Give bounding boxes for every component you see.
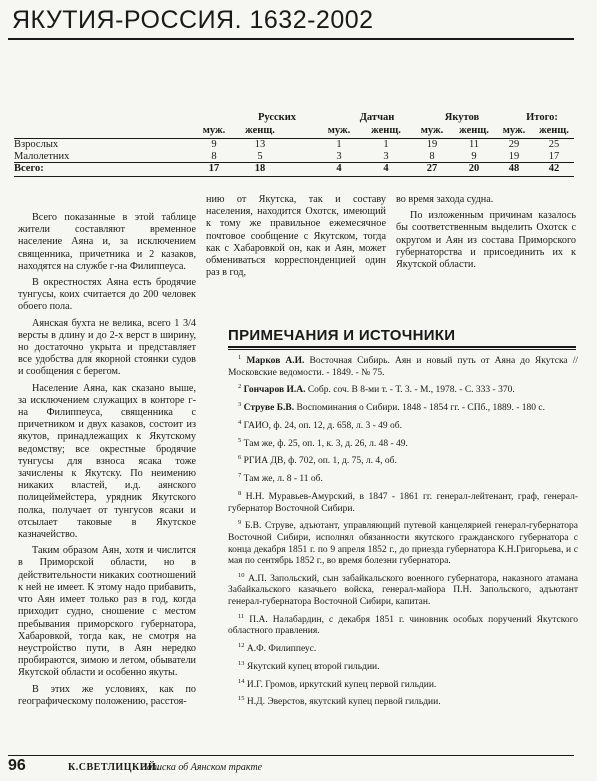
table-cell: 4 bbox=[383, 163, 389, 174]
note-number: 12 bbox=[238, 642, 245, 649]
paragraph: В окрестностях Аяна есть бродячие тунгусы, коих считается до 200 человек обоего пола. bbox=[18, 277, 196, 313]
notes-heading: ПРИМЕЧАНИЯ И ИСТОЧНИКИ bbox=[228, 327, 456, 344]
note-number: 8 bbox=[238, 489, 242, 497]
note-item bbox=[228, 570, 578, 609]
subheader-cell: женщ. bbox=[371, 125, 401, 136]
header-title: ЯКУТИЯ-РОССИЯ. 1632-2002 bbox=[12, 6, 374, 34]
table-cell: 17 bbox=[548, 151, 560, 162]
footer-rule bbox=[8, 755, 574, 756]
note-text: А.Ф. Филиппеус. bbox=[246, 644, 317, 655]
subheader-cell: муж. bbox=[327, 125, 351, 136]
note-text: Н.Д. Эверстов, якутский купец первой гильдии. bbox=[246, 697, 441, 708]
note-text: Воспоминания о Сибири. 1848 - 1854 гг. - СПб., 1889. - 180 с. bbox=[294, 403, 546, 414]
note-item bbox=[228, 611, 578, 638]
table-cell: 13 bbox=[254, 139, 266, 150]
note-number: 6 bbox=[238, 454, 242, 462]
note-item bbox=[228, 517, 578, 568]
note-item bbox=[228, 352, 578, 379]
note-text: РГИА ДВ, ф. 702, оп. 1, д. 75, л. 4, об. bbox=[243, 456, 397, 467]
page-number: 96 bbox=[8, 757, 26, 774]
running-header bbox=[8, 4, 574, 40]
note-item bbox=[228, 488, 578, 515]
row-label: Малолетних bbox=[14, 151, 70, 162]
note-item bbox=[228, 470, 578, 486]
text-column-3 bbox=[396, 194, 576, 275]
group-yakuts: Якутов bbox=[444, 112, 480, 123]
note-item bbox=[228, 658, 578, 674]
note-number: 5 bbox=[238, 436, 242, 444]
paragraph: В этих же условиях, как по географическому положению, расстоя- bbox=[18, 683, 196, 707]
notes-rule bbox=[228, 346, 576, 348]
notes-list bbox=[228, 352, 578, 711]
note-number: 3 bbox=[238, 401, 242, 409]
note-text: П.А. Налабардин, с декабря 1851 г. чиновник особых поручений Якутского областного правления. bbox=[228, 614, 578, 637]
table-cell: 20 bbox=[468, 163, 480, 174]
note-item bbox=[228, 693, 578, 709]
table-cell: 9 bbox=[471, 151, 477, 162]
table-row-total bbox=[14, 163, 574, 175]
table-cell: 17 bbox=[208, 163, 220, 174]
table-cell: 1 bbox=[336, 139, 342, 150]
note-number: 2 bbox=[238, 383, 242, 391]
group-danes: Датчан bbox=[359, 112, 395, 123]
table-rule-total bbox=[14, 162, 574, 163]
subheader-cell: женщ. bbox=[459, 125, 489, 136]
table-cell: 9 bbox=[211, 139, 217, 150]
table-rule-bottom bbox=[14, 176, 574, 177]
note-author: Струве Б.В. bbox=[243, 403, 295, 414]
note-text: Собр. соч. В 8-ми т. - Т. 3. - М., 1978. - С. 333 - 370. bbox=[305, 385, 515, 396]
table-cell: 19 bbox=[508, 151, 520, 162]
table-cell: 18 bbox=[254, 163, 266, 174]
note-number: 7 bbox=[238, 472, 242, 480]
table-cell: 8 bbox=[429, 151, 435, 162]
note-number: 4 bbox=[238, 418, 242, 426]
table-cell: 42 bbox=[548, 163, 560, 174]
subheader-cell: муж. bbox=[502, 125, 526, 136]
table-cell: 3 bbox=[383, 151, 389, 162]
table-cell: 1 bbox=[383, 139, 389, 150]
note-author: Гончаров И.А. bbox=[243, 385, 306, 396]
note-item bbox=[228, 381, 578, 397]
group-total: Итого: bbox=[526, 112, 558, 123]
paragraph: По изложенным причинам казалось бы соответственным выделить Охотск с округом и Аян из состава Приморского губернаторства и присоединить их к Якутской области. bbox=[396, 210, 576, 271]
footer-author: К.СВЕТЛИЦКИЙ. bbox=[68, 762, 160, 773]
table-cell: 5 bbox=[257, 151, 263, 162]
note-item bbox=[228, 640, 578, 656]
table-cell: 29 bbox=[508, 139, 520, 150]
subheader-cell: женщ. bbox=[245, 125, 275, 136]
paragraph: Аянская бухта не велика, всего 1 3/4 версты в длину и до 2-х верст в ширину, но достаточно укрыта и представляет все удобства для якорной стоянки судов и сообщения с берегом. bbox=[18, 317, 196, 378]
table-cell: 3 bbox=[336, 151, 342, 162]
table-row bbox=[14, 139, 574, 151]
note-text: Там же, л. 8 - 11 об. bbox=[243, 474, 323, 485]
table-subheader bbox=[14, 125, 574, 137]
note-number: 1 bbox=[238, 354, 242, 361]
note-text: А.П. Запольский, сын забайкальского военного губернатора, наказного атамана Забайкальского казачьего войска, генерал-майора П.Н. Запольского, адъютант генерал-губернатора Восточной Сибири, капитан. bbox=[228, 573, 579, 608]
paragraph: Всего показанные в этой таблице жители составляют временное население Аяна и, за исключением священника, причетника и 2 казаков, находятся на службе г-на Филиппеуса. bbox=[18, 212, 196, 272]
table-cell: 4 bbox=[336, 163, 342, 174]
subheader-cell: женщ. bbox=[539, 125, 569, 136]
note-number: 10 bbox=[238, 571, 245, 579]
note-item bbox=[228, 417, 578, 433]
paragraph: во время захода судна. bbox=[396, 194, 494, 205]
note-number: 9 bbox=[238, 519, 242, 527]
subheader-cell: муж. bbox=[202, 125, 226, 136]
paragraph: нию от Якутска, так и составу населения, находится Охотск, имеющий к тому же правильное ежемесячное почтовое сообщение с Якутском, тогда как с Хабаровкой он, как и Аян, может обмениваться корреспонденцией один раз в год, bbox=[206, 194, 386, 279]
note-number: 11 bbox=[238, 612, 245, 620]
note-number: 15 bbox=[238, 695, 245, 703]
table-cell: 48 bbox=[508, 163, 520, 174]
table-group-header bbox=[14, 112, 574, 124]
note-number: 13 bbox=[238, 659, 245, 667]
note-author: Марков А.И. bbox=[246, 356, 305, 367]
note-text: Якутский купец второй гильдии. bbox=[246, 661, 380, 672]
text-column-2 bbox=[206, 194, 386, 283]
table-cell: 11 bbox=[468, 139, 480, 150]
note-number: 14 bbox=[238, 677, 245, 685]
note-item bbox=[228, 435, 578, 451]
note-item bbox=[228, 399, 578, 415]
row-label: Всего: bbox=[14, 163, 44, 174]
note-text: Там же, ф. 25, оп. 1, к. 3, д. 26, л. 48 - 49. bbox=[243, 438, 408, 449]
paragraph: Население Аяна, как сказано выше, за исключением служащих в конторе г-на Филиппеуса, священника с причетником и двух казаков, состоит из якутов, принадлежащих к Якутскому ведомству; все окрестные бродячие тунгусы для взноса ясака тоже зачислены к Якутску. По неимению никаких властей, и.д. аянского полицеймейстера, урядник Якутского полка, получает от тунгусов ясаки и отсылает таковые в Якутское казначейство. bbox=[18, 382, 196, 541]
note-item bbox=[228, 676, 578, 692]
table-cell: 19 bbox=[426, 139, 438, 150]
notes-rule bbox=[228, 349, 576, 350]
note-text: Восточная Сибирь. Аян и новый путь от Аяна до Якутска // Московские ведомости. - 1849. - № 75. bbox=[228, 356, 578, 378]
table-rule-top bbox=[14, 138, 574, 139]
paragraph: Таким образом Аян, хотя и числится в Приморской области, но в действительности никаких соотношений к ней не имеет. К этому надо прибавить, что Аян имеет только раз в год, когда приходит судно, сношение с местом пребывания приморского губернатора, Хабаровкой, тогда как, не смотря на неустройство пути, в Аян нередко пробираются, зимою и летом, обыватели Якутской области и особенно якуты. bbox=[18, 545, 196, 679]
note-text: Б.В. Струве, адъютант, управляющий путевой канцелярией генерал-губернатора Восточной Сибири, исполнял обязанности якутского гражданского губернатора с конца декабря 1851 г. по 9 апреля 1852 г., до приезда губернатора К.Н.Григорьева, и с мая по сентябрь 1852 г., во время болезни губернатора. bbox=[228, 521, 578, 567]
group-russians: Русских bbox=[257, 112, 296, 123]
subheader-cell: муж. bbox=[420, 125, 444, 136]
note-text: И.Г. Громов, иркутский купец первой гильдии. bbox=[246, 679, 437, 690]
footer-work-title: Записка об Аянском тракте bbox=[142, 762, 263, 773]
table-cell: 8 bbox=[211, 151, 217, 162]
table-cell: 25 bbox=[548, 139, 560, 150]
table-cell: 27 bbox=[426, 163, 438, 174]
note-text: Н.Н. Муравьев-Амурский, в 1847 - 1861 гг. генерал-лейтенант, граф, генерал-губернатор Восточной Сибири. bbox=[228, 492, 578, 514]
note-text: ГАИО, ф. 24, оп. 12, д. 658, л. 3 - 49 об. bbox=[243, 421, 402, 431]
row-label: Взрослых bbox=[14, 139, 59, 150]
text-column-1 bbox=[18, 212, 196, 712]
note-item bbox=[228, 452, 578, 468]
